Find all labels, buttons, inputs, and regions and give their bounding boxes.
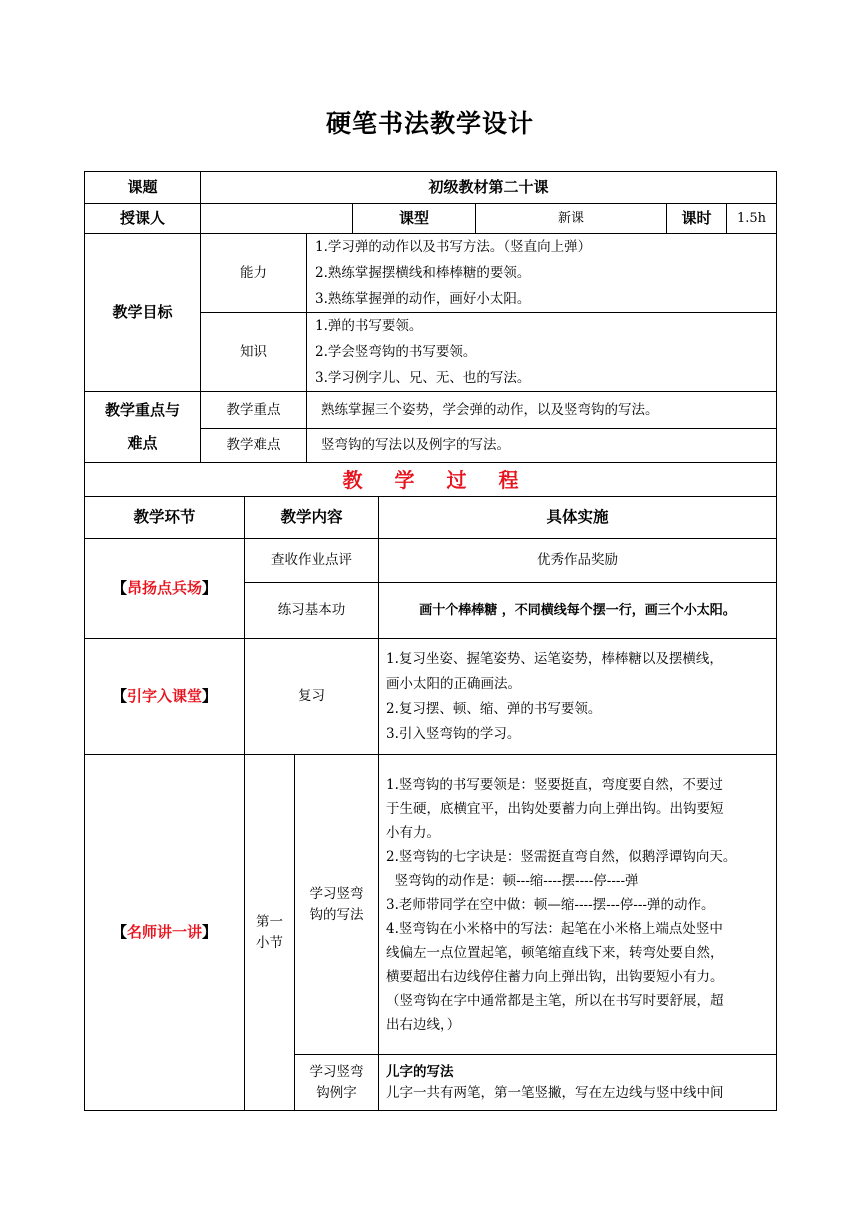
type-value: 新课	[476, 204, 667, 234]
s3-impl-line: 线偏左一点位置起笔，顿笔缩直线下来，转弯处要自然，	[386, 944, 724, 961]
keti-value: 初级教材第二十课	[201, 172, 777, 204]
stage-1-label: 昂扬点兵场	[126, 579, 202, 598]
s3-impl-line: （竖弯钩在字中通常都是主笔，所以在书写时要舒展，超	[386, 992, 724, 1009]
s3-impl-line: 横要超出右边线停住蓄力向上弹出钩，出钩要短小有力。	[386, 968, 724, 985]
keypoints-label-line: 教学重点与	[104, 401, 180, 419]
s1-row1-impl: 优秀作品奖励	[379, 539, 777, 583]
focus-value: 熟练掌握三个姿势，学会弹的动作，以及竖弯钩的写法。	[307, 392, 777, 429]
ability-label: 能力	[201, 234, 307, 313]
col-content: 教学内容	[245, 497, 379, 539]
s3-impl-line: 2.竖弯钩的七字诀是：竖需挺直弯自然，似鹅浮谭钩向天。	[386, 848, 737, 865]
focus-label: 教学重点	[201, 392, 307, 429]
s3-row2-title: 儿字的写法	[386, 1064, 454, 1081]
knowledge-label: 知识	[201, 313, 307, 392]
goals-label: 教学目标	[85, 234, 201, 392]
s3-row2-content-line: 学习竖弯	[309, 1064, 364, 1081]
lesson-info-table	[84, 171, 777, 463]
s2-impl-line: 画小太阳的正确画法。	[386, 675, 521, 692]
s3-impl-line: 于生硬，底横宜平，出钩处要蓄力向上弹出钩。出钩要短	[386, 800, 724, 817]
s1-row2-content: 练习基本功	[245, 583, 379, 639]
s2-impl-line: 1.复习坐姿、握笔姿势、运笔姿势，棒棒糖以及摆横线，	[386, 650, 723, 667]
hours-label: 课时	[667, 204, 727, 234]
s3-row2-impl	[379, 1055, 777, 1111]
ability-item: 1.学习弹的动作以及书写方法。（竖直向上弹）	[315, 239, 592, 255]
s3-row2-text: 儿字一共有两笔，第一笔竖撇，写在左边线与竖中线中间	[386, 1084, 724, 1101]
s3-impl-line: 1.竖弯钩的书写要领是：竖要挺直，弯度要自然，不要过	[386, 776, 723, 793]
s3-row1-content-line: 钩的写法	[309, 906, 364, 923]
type-label: 课型	[353, 204, 476, 234]
s2-impl	[379, 639, 777, 755]
s1-row2-impl: 画十个棒棒糖 ，不同横线每个摆一行，画三个小太阳。	[379, 583, 777, 639]
keti-label: 课题	[85, 172, 201, 204]
s3-row1-impl	[379, 755, 777, 1055]
s3-impl-line: 3.老师带同学在空中做：顿—缩----摆---停---弹的动作。	[386, 896, 715, 913]
ability-item: 2.熟练掌握摆横线和棒棒糖的要领。	[315, 265, 531, 281]
teacher-value	[201, 204, 353, 234]
ability-items	[307, 234, 777, 313]
col-stage: 教学环节	[85, 497, 245, 539]
s1-row1-content: 查收作业点评	[245, 539, 379, 583]
s2-content: 复习	[245, 639, 379, 755]
s3-impl-line: 小有力。	[386, 824, 440, 841]
teacher-label: 授课人	[85, 204, 201, 234]
s3-section	[245, 755, 295, 1111]
s3-row1-content	[295, 755, 379, 1055]
process-heading	[85, 463, 777, 497]
knowledge-item: 3.学习例字儿、兄、无、也的写法。	[315, 370, 531, 386]
s3-impl-line: 竖弯钩的动作是：顿---缩----摆----停----弹	[386, 872, 639, 889]
difficulty-label: 教学难点	[201, 429, 307, 463]
s3-row1-content-line: 学习竖弯	[309, 886, 364, 903]
knowledge-items	[307, 313, 777, 392]
s3-row2-content-line: 钩例字	[316, 1084, 357, 1101]
s2-impl-line: 3.引入竖弯钩的学习。	[386, 725, 521, 742]
difficulty-value: 竖弯钩的写法以及例字的写法。	[307, 429, 777, 463]
keypoints-label	[85, 392, 201, 463]
page-title: 硬笔书法教学设计	[325, 109, 534, 138]
keypoints-label-line: 难点	[127, 434, 158, 452]
stage-3: 【名师讲一讲】	[85, 755, 245, 1111]
s3-row2-content	[295, 1055, 379, 1111]
stage-2-label: 引字入课堂	[126, 687, 202, 706]
teaching-process-table	[84, 462, 777, 1111]
s3-section-line: 第一	[256, 914, 283, 931]
knowledge-item: 1.弹的书写要领。	[315, 318, 423, 334]
stage-3-label: 名师讲一讲	[126, 923, 202, 942]
ability-item: 3.熟练掌握弹的动作，画好小太阳。	[315, 291, 531, 307]
col-impl: 具体实施	[379, 497, 777, 539]
hours-value: 1.5h	[727, 204, 777, 234]
knowledge-item: 2.学会竖弯钩的书写要领。	[315, 344, 477, 360]
s3-section-line: 小节	[256, 934, 283, 951]
stage-2: 【引字入课堂】	[85, 639, 245, 755]
s2-impl-line: 2.复习摆、顿、缩、弹的书写要领。	[386, 700, 602, 717]
s3-impl-line: 4.竖弯钩在小米格中的写法：起笔在小米格上端点处竖中	[386, 920, 723, 937]
process-heading-text: 教学过程	[342, 467, 551, 492]
stage-1: 【昂扬点兵场】	[85, 539, 245, 639]
s3-impl-line: 出右边线，）	[386, 1016, 461, 1033]
